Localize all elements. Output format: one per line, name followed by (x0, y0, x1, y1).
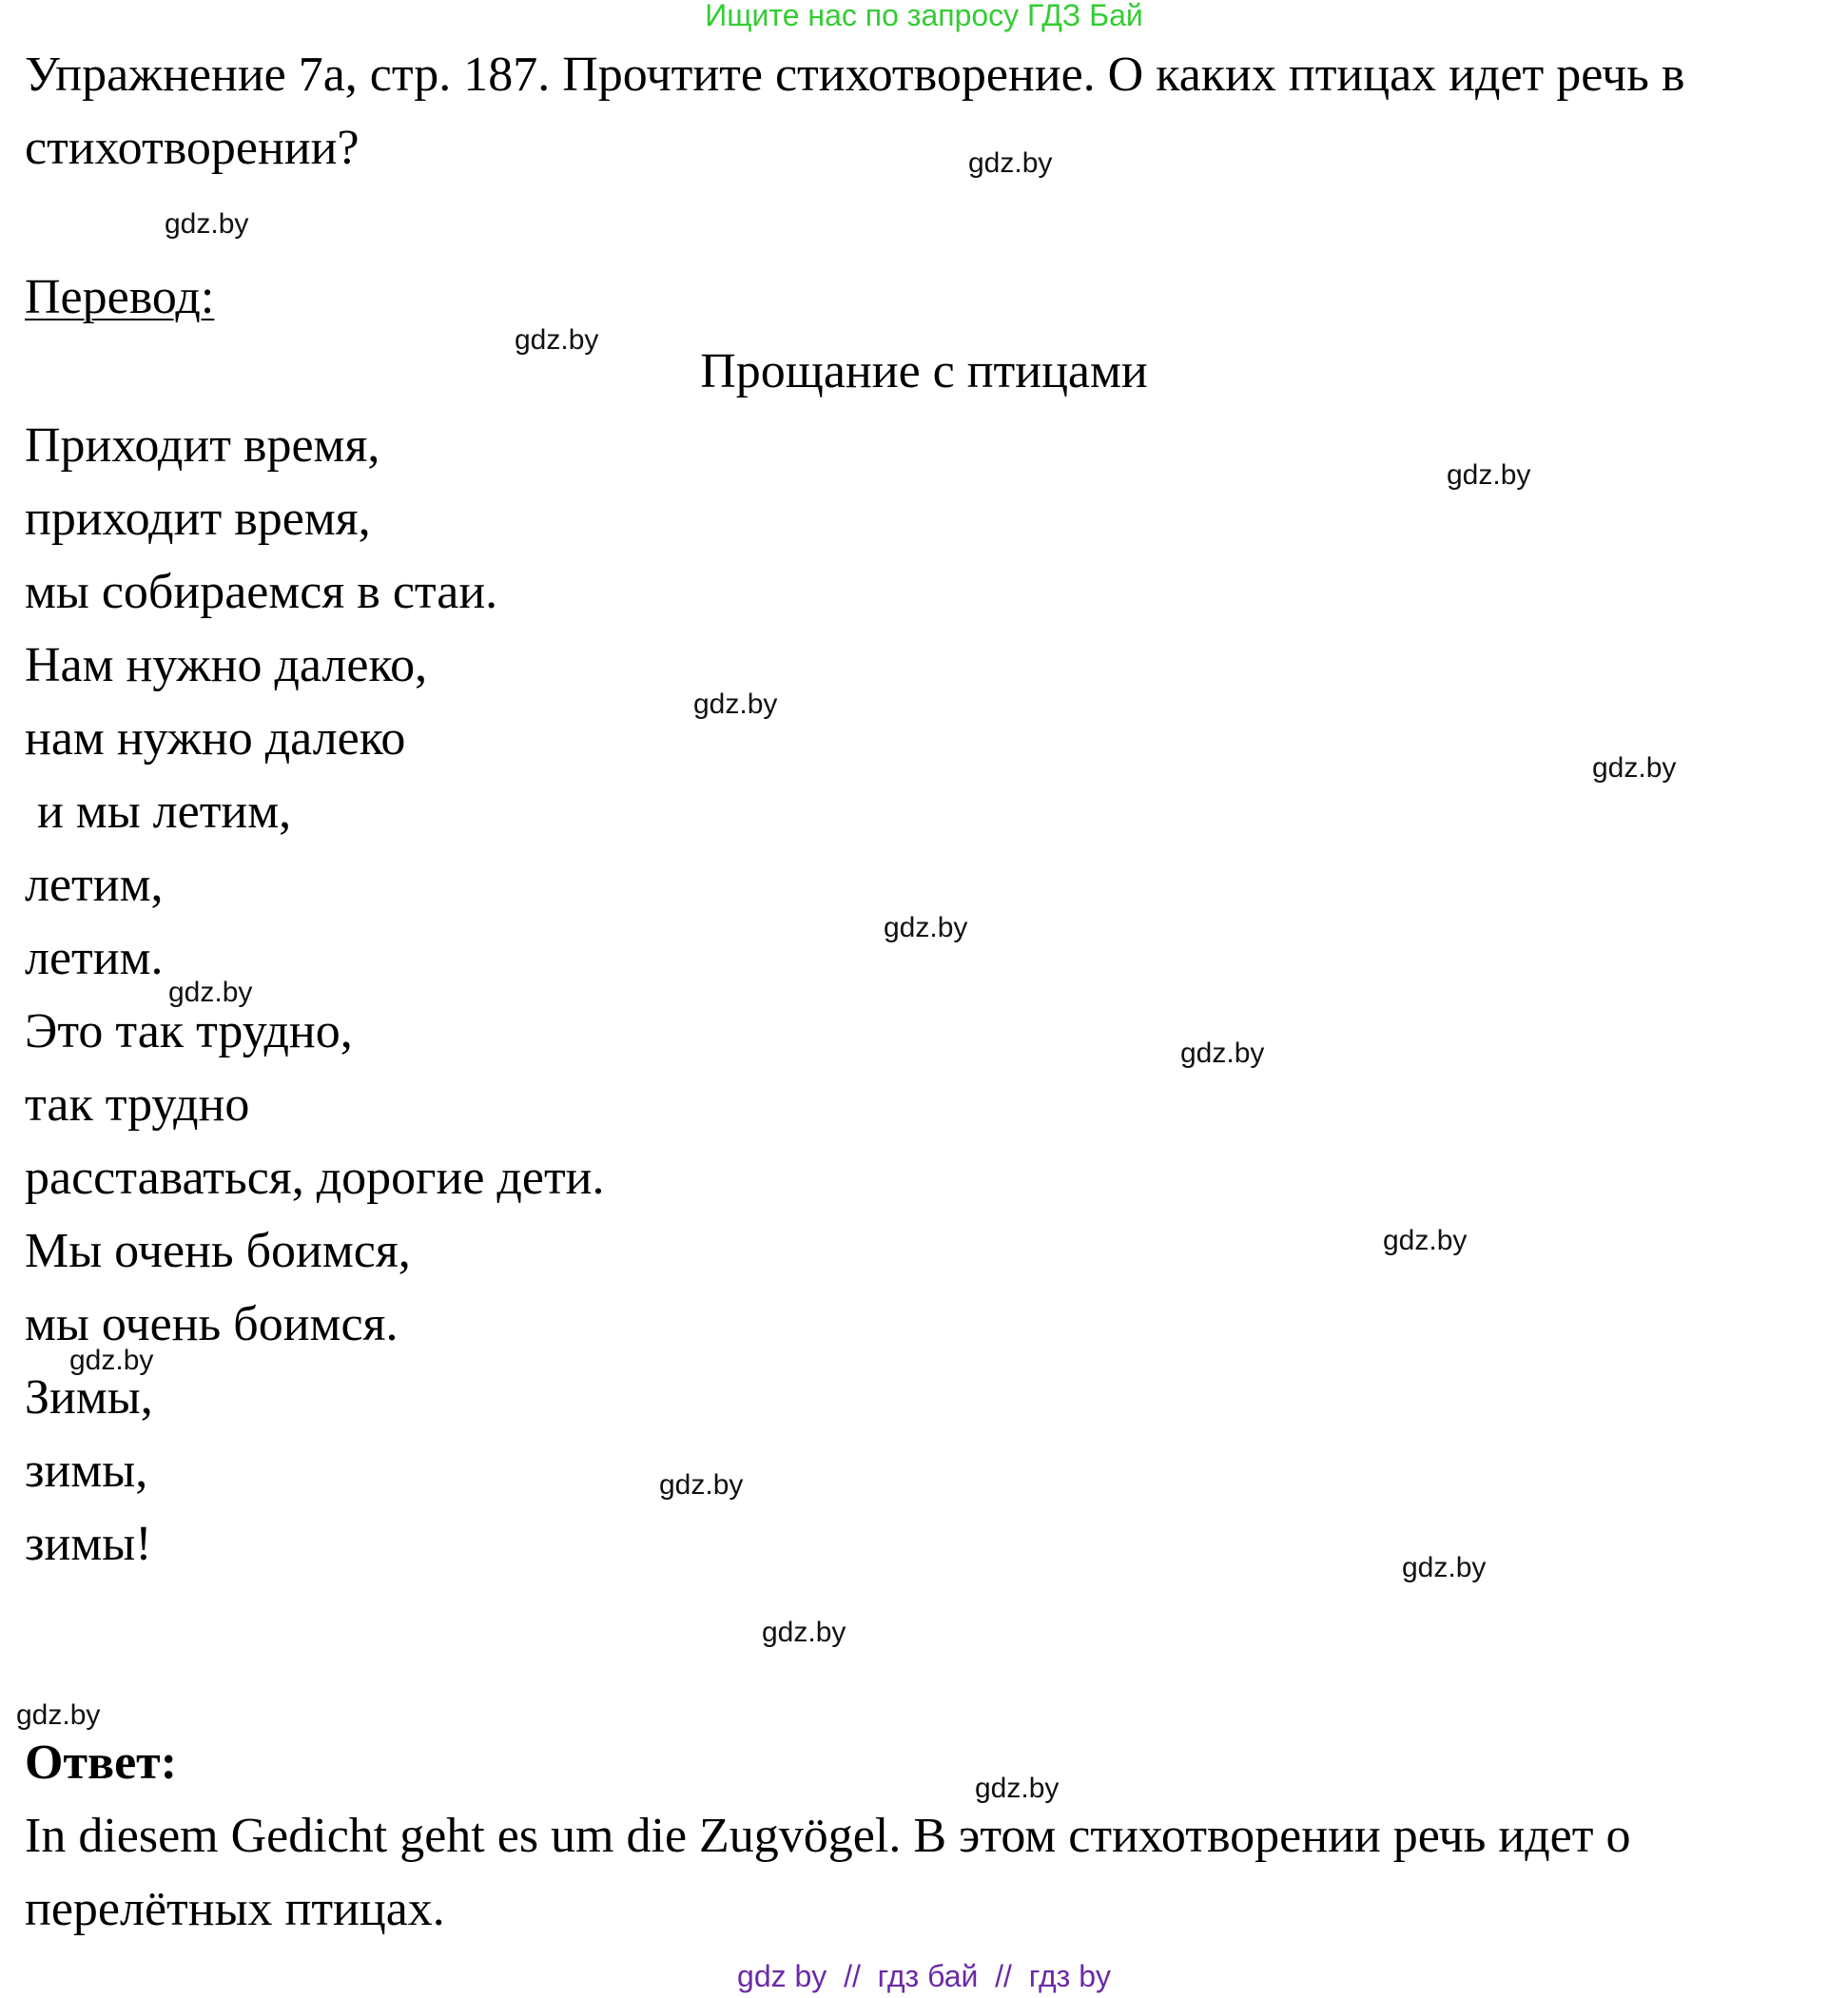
poem-line: зимы, (25, 1444, 148, 1498)
watermark: gdz.by (168, 977, 253, 1008)
poem-line: летим, (25, 858, 164, 912)
poem-line: и мы летим, (25, 785, 292, 839)
poem-line: зимы! (25, 1517, 152, 1571)
watermark: gdz.by (693, 689, 778, 720)
translation-heading: Перевод: (25, 270, 215, 324)
watermark: gdz.by (16, 1699, 101, 1731)
poem-line: приходит время, (25, 492, 371, 546)
footer-links[interactable]: gdz by // гдз бай // гдз by (737, 1959, 1111, 1993)
poem-line: расставаться, дорогие дети. (25, 1151, 605, 1205)
answer-heading: Ответ: (25, 1736, 178, 1790)
watermark: gdz.by (762, 1617, 846, 1648)
watermark: gdz.by (1383, 1225, 1468, 1256)
watermark: gdz.by (1592, 752, 1677, 784)
poem-line: мы собираемся в стаи. (25, 565, 498, 619)
watermark: gdz.by (1447, 459, 1531, 491)
watermark: gdz.by (1402, 1552, 1487, 1583)
watermark: gdz.by (659, 1469, 744, 1501)
answer-text: In diesem Gedicht geht es um die Zugvögel. В этом стихотворении речь идет о перелётных птицах. (25, 1809, 1631, 1936)
watermark: gdz.by (515, 324, 599, 356)
poem-line: так трудно (25, 1077, 250, 1132)
watermark: gdz.by (69, 1345, 154, 1376)
poem-line: летим. (25, 931, 164, 985)
watermark: gdz.by (884, 912, 968, 943)
task-text: Упражнение 7а, стр. 187. Прочтите стихотворение. О каких птицах идет речь в стихотворении? (25, 48, 1685, 175)
poem-line: Нам нужно далеко, (25, 638, 428, 692)
watermark: gdz.by (975, 1773, 1060, 1804)
watermark: gdz.by (968, 147, 1053, 179)
watermark: gdz.by (1180, 1038, 1265, 1069)
poem-line: мы очень боимся. (25, 1297, 399, 1351)
poem (25, 409, 605, 1581)
watermark: gdz.by (165, 208, 249, 240)
poem-line: Зимы, (25, 1370, 153, 1425)
poem-line: Мы очень боимся, (25, 1224, 411, 1278)
top-banner[interactable]: Ищите нас по запросу ГДЗ Бай (705, 0, 1143, 32)
poem-line: Это так трудно, (25, 1004, 353, 1058)
poem-line: Приходит время, (25, 418, 380, 473)
poem-title: Прощание с птицами (700, 344, 1148, 398)
poem-line: нам нужно далеко (25, 711, 406, 766)
